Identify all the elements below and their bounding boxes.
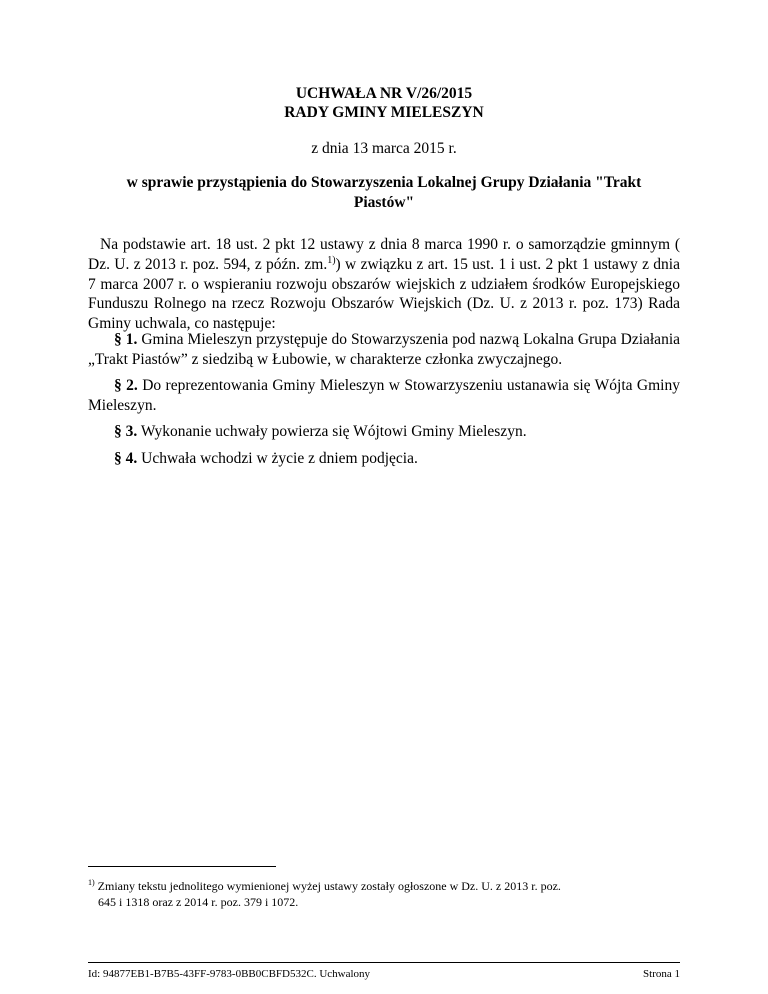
footnote-mark: 1) <box>88 878 95 887</box>
resolution-title: UCHWAŁA NR V/26/2015 <box>295 85 473 102</box>
resolution-date: z dnia 13 marca 2015 r. <box>311 140 457 157</box>
council-name: RADY GMINY MIELESZYN <box>284 104 484 121</box>
page-number: Strona 1 <box>643 968 680 980</box>
paragraph-label: § 3. <box>114 423 138 440</box>
paragraph-text: Wykonanie uchwały powierza się Wójtowi Gminy Mieleszyn. <box>137 423 527 440</box>
footnote-divider <box>88 866 276 867</box>
footnote <box>88 878 680 910</box>
paragraph-label: § 1. <box>114 331 138 348</box>
footnote-reference[interactable]: 1) <box>327 254 336 266</box>
paragraph-label: § 4. <box>114 450 138 467</box>
paragraph-4 <box>88 449 680 469</box>
paragraph-text: Gmina Mieleszyn przystępuje do Stowarzyszenia pod nazwą Lokalna Grupa Działania „Trakt Piastów” z siedzibą w Łubowie, w charakterze członka zwyczajnego. <box>88 331 681 368</box>
paragraph-label: § 2. <box>114 377 138 394</box>
preamble-text-end: ) w związku z art. 15 ust. 1 i ust. 2 pkt 1 ustawy z dnia 7 marca 2007 r. o wspieraniu rozwoju obszarów wiejskich z udziałem środków Europejskiego Funduszu Rolnego na rzecz Rozwoju Obszarów Wiejskich (Dz. U. z 2013 r. poz. 173) Rada Gminy uchwala, co następuje: <box>88 255 680 333</box>
resolution-subject: w sprawie przystąpienia do Stowarzyszenia Lokalnej Grupy Działania "Trakt Piastów" <box>126 174 642 211</box>
paragraph-text: Uchwała wchodzi w życie z dniem podjęcia. <box>137 450 418 467</box>
paragraph-3 <box>88 422 680 442</box>
paragraph-1 <box>88 330 680 370</box>
footnote-text-2: 645 i 1318 oraz z 2014 r. poz. 379 i 1072. <box>98 895 299 909</box>
footnote-line-1 <box>88 878 680 894</box>
paragraph-2 <box>88 376 680 416</box>
footnote-text-1: Zmiany tekstu jednolitego wymienionej wyżej ustawy zostały ogłoszone w Dz. U. z 2013 r. poz. <box>97 879 561 893</box>
preamble-text-start: Na podstawie art. 18 ust. 2 pkt 12 ustawy z dnia 8 marca 1990 r. o samorządzie gminnym ( Dz. U. z 2013 r. poz. 594, z późn. zm. <box>88 236 680 273</box>
preamble <box>88 235 680 334</box>
document-id: Id: 94877EB1-B7B5-43FF-9783-0BB0CBFD532C. Uchwalony <box>88 968 371 980</box>
paragraph-text: Do reprezentowania Gminy Mieleszyn w Stowarzyszeniu ustanawia się Wójta Gminy Mieleszyn. <box>88 377 680 414</box>
footer-divider <box>88 962 680 963</box>
